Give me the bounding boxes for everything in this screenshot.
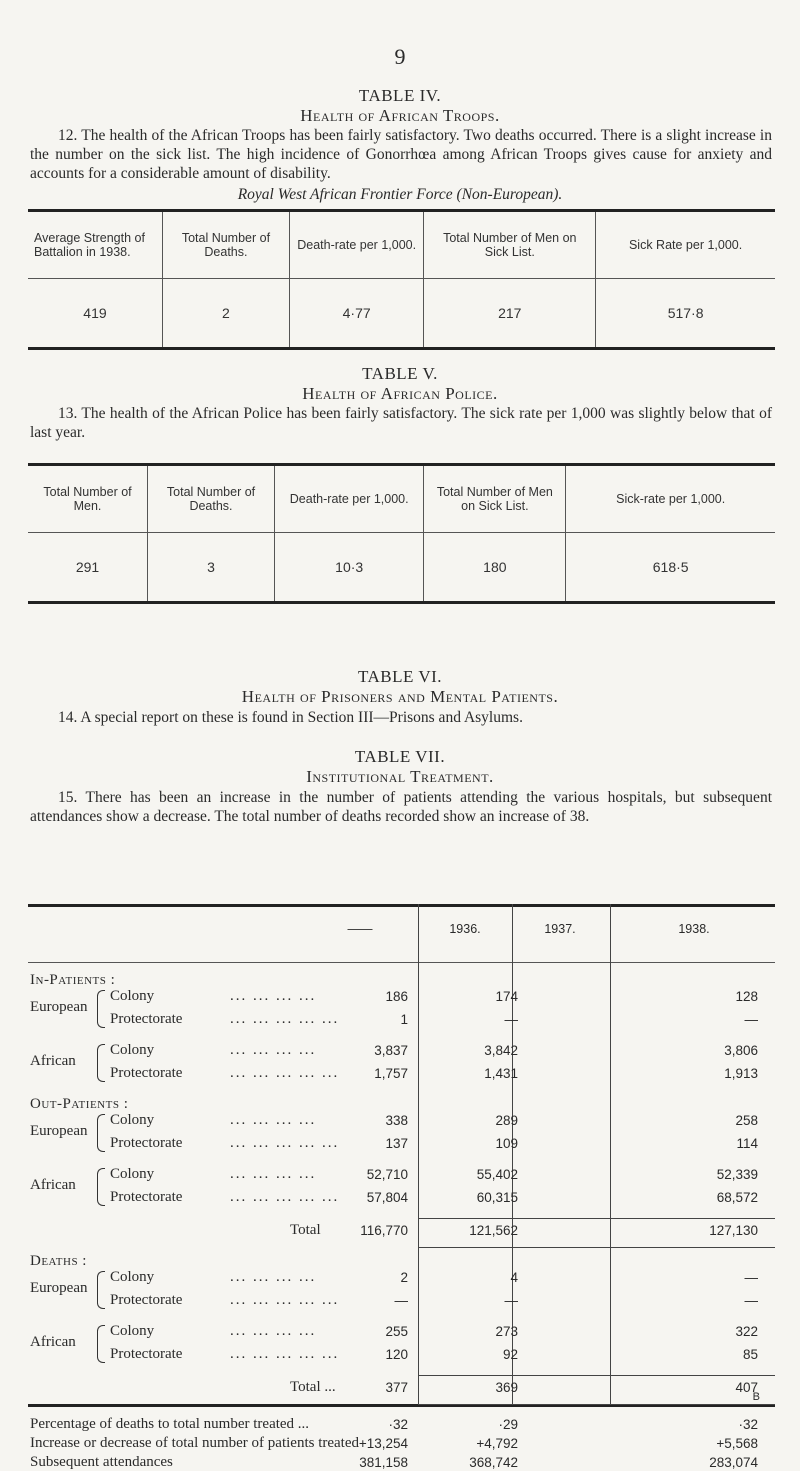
- footer-label: Percentage of deaths to total number treated ...: [30, 1416, 310, 1432]
- table-7-cell: 322: [735, 1324, 758, 1339]
- table-5-cell: 180: [424, 533, 566, 603]
- table-5-cell: 291: [28, 533, 148, 603]
- table-5-cell: 3: [148, 533, 275, 603]
- table-7-cell: 55,402: [476, 1167, 518, 1182]
- table-7-cell: 52,339: [716, 1167, 758, 1182]
- leader-dots: ... ... ... ...: [230, 1269, 317, 1285]
- brace: [97, 990, 105, 1028]
- table-4-cell: 217: [424, 279, 596, 349]
- total-rule: [418, 1404, 775, 1405]
- total-rule: [418, 1218, 775, 1219]
- table-7-header-rule: [28, 962, 775, 963]
- table-7-footer-cell: ·32: [738, 1417, 758, 1432]
- corner-mark: B: [752, 1391, 760, 1403]
- section-heading: In-Patients :: [30, 972, 116, 988]
- table-7-footer-cell: 368,742: [469, 1455, 518, 1470]
- brace: [97, 1044, 105, 1082]
- table-7-cell: —: [394, 1293, 408, 1308]
- table-7-cell: 186: [385, 989, 408, 1004]
- table-4-cell: 419: [28, 279, 162, 349]
- table-6-subtitle: Health of Prisoners and Mental Patients.: [241, 687, 559, 706]
- table-4-header: Average Strength of Battalion in 1938.: [28, 211, 162, 279]
- table-7-cell: 128: [735, 989, 758, 1004]
- table-7-corner-header: ——: [347, 922, 373, 936]
- table-7-cell: 85: [742, 1347, 758, 1362]
- table-7-cell: 174: [495, 989, 518, 1004]
- table-4-cell: 517·8: [596, 279, 775, 349]
- footer-label: Subsequent attendances: [30, 1454, 173, 1470]
- table-7-footer-cell: 283,074: [709, 1455, 758, 1470]
- table-7-year: 1936.: [449, 922, 481, 936]
- table-7-footer-cell: +4,792: [476, 1436, 518, 1451]
- leader-dots: ... ... ... ... ...: [230, 1346, 340, 1362]
- table-7-cell: 258: [735, 1113, 758, 1128]
- table-7-cell: —: [504, 1012, 518, 1027]
- table-4-header: Sick Rate per 1,000.: [596, 211, 775, 279]
- table-7-footer-cell: 381,158: [359, 1455, 408, 1470]
- table-7-cell: 2: [400, 1270, 408, 1285]
- table-4-paragraph: 12. The health of the African Troops has been fairly satisfactory. Two deaths occurred. There is a slight increase in the number on the sick list. The high incidence of Gonorrhœa among African Troops gives cause for anxiety and accounts for a considerable amount of disability.: [30, 127, 772, 182]
- total-rule: [418, 1375, 775, 1376]
- section-heading: Out-Patients :: [30, 1096, 129, 1112]
- table-7-cell: 289: [495, 1113, 518, 1128]
- table-7-cell: 4: [510, 1270, 518, 1285]
- leader-dots: ... ... ... ...: [230, 1042, 317, 1058]
- leader-dots: ... ... ... ...: [230, 1112, 317, 1128]
- group-label: European: [30, 1280, 88, 1296]
- table-5-paragraph: 13. The health of the African Police has been fairly satisfactory. The sick rate per 1,000 was slightly below that of last year.: [30, 405, 772, 441]
- row-label-protectorate: Protectorate: [110, 1189, 183, 1205]
- page-number: 9: [394, 44, 406, 69]
- row-label-protectorate: Protectorate: [110, 1011, 183, 1027]
- row-label-protectorate: Protectorate: [110, 1135, 183, 1151]
- group-label: European: [30, 999, 88, 1015]
- row-label-colony: Colony: [110, 988, 155, 1004]
- leader-dots: ... ... ... ...: [230, 1323, 317, 1339]
- leader-dots: ... ... ... ... ...: [230, 1065, 340, 1081]
- leader-dots: ... ... ... ... ...: [230, 1189, 340, 1205]
- table-7-cell: —: [504, 1293, 518, 1308]
- leader-dots: ... ... ... ...: [230, 1166, 317, 1182]
- table-7-cell: 1,431: [484, 1066, 518, 1081]
- table-7-footer-cell: ·32: [388, 1417, 408, 1432]
- table-4-caption: Royal West African Frontier Force (Non-European).: [237, 186, 563, 203]
- table-7-subtitle: Institutional Treatment.: [306, 767, 494, 786]
- table-7-cell: 1: [400, 1012, 408, 1027]
- table-7-cell: 3,806: [724, 1043, 758, 1058]
- table-7-cell: 1,757: [374, 1066, 408, 1081]
- table-4-cell: 4·77: [289, 279, 423, 349]
- group-label: African: [30, 1334, 76, 1350]
- leader-dots: ... ... ... ...: [230, 988, 317, 1004]
- row-label-protectorate: Protectorate: [110, 1292, 183, 1308]
- group-label: European: [30, 1123, 88, 1139]
- table-5-header: Death-rate per 1,000.: [275, 465, 424, 533]
- table-5-header: Total Number of Men on Sick List.: [424, 465, 566, 533]
- table-4: [28, 209, 775, 350]
- table-7-cell: —: [744, 1270, 758, 1285]
- table-6-title: TABLE VI.: [357, 667, 443, 686]
- table-5-title: TABLE V.: [362, 364, 438, 383]
- table-5-subtitle: Health of African Police.: [302, 384, 498, 403]
- total-rule: [418, 1247, 775, 1248]
- table-7-cell: 57,804: [366, 1190, 408, 1205]
- table-4-header: Death-rate per 1,000.: [289, 211, 423, 279]
- table-5-header: Sick-rate per 1,000.: [566, 465, 775, 533]
- brace: [97, 1168, 105, 1206]
- table-7-cell: 114: [736, 1136, 758, 1151]
- group-label: African: [30, 1053, 76, 1069]
- footer-label: Increase or decrease of total number of patients treated: [30, 1435, 360, 1451]
- table-7-paragraph: 15. There has been an increase in the number of patients attending the various hospitals, but subsequent attendances show a decrease. The total number of deaths recorded show an increase of 38.: [30, 789, 772, 825]
- table-7-cell: 273: [495, 1324, 518, 1339]
- row-label-colony: Colony: [110, 1269, 155, 1285]
- leader-dots: ... ... ... ... ...: [230, 1135, 340, 1151]
- table-4-title: TABLE IV.: [358, 86, 442, 105]
- table-5-header: Total Number of Deaths.: [148, 465, 275, 533]
- table-7-cell: 3,837: [374, 1043, 408, 1058]
- total-label: Total ...: [290, 1379, 336, 1395]
- brace: [97, 1114, 105, 1152]
- table-7-cell: 255: [385, 1324, 408, 1339]
- table-7-total: 369: [495, 1380, 518, 1395]
- table-7-title: TABLE VII.: [354, 747, 446, 766]
- table-7-cell: 137: [385, 1136, 408, 1151]
- table-5: [28, 463, 775, 604]
- row-label-colony: Colony: [110, 1112, 155, 1128]
- table-5-header: Total Number of Men.: [28, 465, 148, 533]
- table-7-footer-cell: +13,254: [358, 1436, 408, 1451]
- table-5-cell: 10·3: [275, 533, 424, 603]
- table-7-cell: 60,315: [476, 1190, 518, 1205]
- table-5-cell: 618·5: [566, 533, 775, 603]
- table-7-total: 116,770: [360, 1223, 408, 1238]
- table-7-year: 1938.: [678, 922, 710, 936]
- table-7-cell: 68,572: [716, 1190, 758, 1205]
- table-7-cell: 3,842: [484, 1043, 518, 1058]
- brace: [97, 1271, 105, 1309]
- table-4-subtitle: Health of African Troops.: [300, 106, 500, 125]
- table-7-total: 377: [385, 1380, 408, 1395]
- table-7-footer-cell: ·29: [498, 1417, 518, 1432]
- leader-dots: ... ... ... ... ...: [230, 1011, 340, 1027]
- table-7-cell: 92: [502, 1347, 518, 1362]
- table-7-cell: 109: [495, 1136, 518, 1151]
- row-label-colony: Colony: [110, 1166, 155, 1182]
- row-label-protectorate: Protectorate: [110, 1346, 183, 1362]
- table-7-year: 1937.: [544, 922, 576, 936]
- table-7-cell: 52,710: [366, 1167, 408, 1182]
- table-7-top-rule: [28, 904, 775, 907]
- table-7-cell: —: [744, 1012, 758, 1027]
- table-7-total: 407: [735, 1380, 758, 1395]
- table-7-cell: 338: [385, 1113, 408, 1128]
- table-7-cell: —: [744, 1293, 758, 1308]
- table-4-cell: 2: [162, 279, 289, 349]
- total-label: Total: [290, 1222, 321, 1238]
- row-label-colony: Colony: [110, 1042, 155, 1058]
- table-7-cell: 120: [385, 1347, 408, 1362]
- group-label: African: [30, 1177, 76, 1193]
- table-6-paragraph: 14. A special report on these is found in Section III—Prisons and Asylums.: [58, 709, 523, 726]
- table-7-footer-cell: +5,568: [716, 1436, 758, 1451]
- table-4-header: Total Number of Men on Sick List.: [424, 211, 596, 279]
- table-7-column-rule: [610, 904, 611, 1404]
- row-label-protectorate: Protectorate: [110, 1065, 183, 1081]
- section-heading: Deaths :: [30, 1253, 87, 1269]
- table-7-total: 127,130: [709, 1223, 758, 1238]
- row-label-colony: Colony: [110, 1323, 155, 1339]
- table-4-header: Total Number of Deaths.: [162, 211, 289, 279]
- table-7-total: 121,562: [469, 1223, 518, 1238]
- brace: [97, 1325, 105, 1363]
- leader-dots: ... ... ... ... ...: [230, 1292, 340, 1308]
- table-7-cell: 1,913: [724, 1066, 758, 1081]
